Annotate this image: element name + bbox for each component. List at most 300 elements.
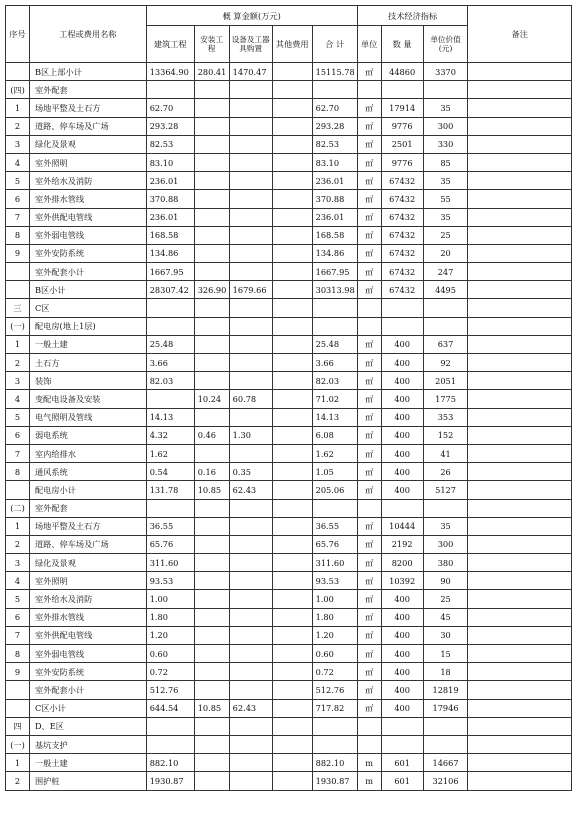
name-cell: 道路、停车场及广场 xyxy=(29,535,146,553)
total-cell xyxy=(312,317,357,335)
total-cell: 82.03 xyxy=(312,372,357,390)
construction-cell: 370.88 xyxy=(146,190,194,208)
remark-cell xyxy=(468,517,572,535)
unit-value-cell: 637 xyxy=(423,335,468,353)
quantity-cell: 400 xyxy=(381,645,423,663)
construction-cell: 36.55 xyxy=(146,517,194,535)
seq-cell xyxy=(6,63,30,81)
table-row xyxy=(6,481,572,499)
equipment-cell xyxy=(229,354,272,372)
total-cell: 236.01 xyxy=(312,208,357,226)
quantity-cell: 17914 xyxy=(381,99,423,117)
table-row xyxy=(6,226,572,244)
construction-cell: 1.80 xyxy=(146,608,194,626)
table-row xyxy=(6,190,572,208)
other-cell xyxy=(272,608,312,626)
other-cell xyxy=(272,499,312,517)
total-cell: 82.53 xyxy=(312,135,357,153)
unit-cell: m xyxy=(357,754,381,772)
unit-cell: ㎡ xyxy=(357,190,381,208)
other-cell xyxy=(272,172,312,190)
remark-cell xyxy=(468,681,572,699)
construction-cell: 1.62 xyxy=(146,444,194,462)
remark-cell xyxy=(468,335,572,353)
unit-value-cell: 300 xyxy=(423,535,468,553)
seq-cell: 3 xyxy=(6,372,30,390)
total-cell: 370.88 xyxy=(312,190,357,208)
install-cell xyxy=(194,754,229,772)
construction-cell: 882.10 xyxy=(146,754,194,772)
install-cell xyxy=(194,608,229,626)
equipment-cell: 1.30 xyxy=(229,426,272,444)
other-cell xyxy=(272,354,312,372)
table-row xyxy=(6,317,572,335)
seq-cell: (一) xyxy=(6,317,30,335)
name-cell: 一般土建 xyxy=(29,335,146,353)
construction-cell: 4.32 xyxy=(146,426,194,444)
install-cell: 280.41 xyxy=(194,63,229,81)
equipment-cell xyxy=(229,681,272,699)
seq-cell: 7 xyxy=(6,444,30,462)
construction-cell: 28307.42 xyxy=(146,281,194,299)
remark-cell xyxy=(468,717,572,735)
total-cell: 205.06 xyxy=(312,481,357,499)
total-cell: 882.10 xyxy=(312,754,357,772)
seq-cell: 3 xyxy=(6,135,30,153)
other-cell xyxy=(272,735,312,753)
unit-value-cell: 380 xyxy=(423,554,468,572)
total-cell: 30313.98 xyxy=(312,281,357,299)
table-row xyxy=(6,663,572,681)
quantity-cell: 44860 xyxy=(381,63,423,81)
total-cell: 3.66 xyxy=(312,354,357,372)
name-cell: 电气照明及管线 xyxy=(29,408,146,426)
quantity-cell: 400 xyxy=(381,681,423,699)
install-cell xyxy=(194,263,229,281)
equipment-cell xyxy=(229,172,272,190)
equipment-cell xyxy=(229,81,272,99)
header-unit: 单位 xyxy=(357,26,381,63)
other-cell xyxy=(272,390,312,408)
construction-cell: 3.66 xyxy=(146,354,194,372)
quantity-cell: 400 xyxy=(381,335,423,353)
remark-cell xyxy=(468,208,572,226)
total-cell xyxy=(312,735,357,753)
install-cell xyxy=(194,335,229,353)
remark-cell xyxy=(468,444,572,462)
quantity-cell: 8200 xyxy=(381,554,423,572)
other-cell xyxy=(272,426,312,444)
unit-cell: ㎡ xyxy=(357,335,381,353)
quantity-cell: 400 xyxy=(381,590,423,608)
header-tech-group: 技术经济指标 xyxy=(357,6,468,26)
table-row xyxy=(6,645,572,663)
construction-cell: 293.28 xyxy=(146,117,194,135)
unit-cell: ㎡ xyxy=(357,444,381,462)
seq-cell: 7 xyxy=(6,208,30,226)
other-cell xyxy=(272,626,312,644)
unit-value-cell: 152 xyxy=(423,426,468,444)
construction-cell: 311.60 xyxy=(146,554,194,572)
unit-cell xyxy=(357,717,381,735)
name-cell: 室外排水管线 xyxy=(29,190,146,208)
header-construction: 建筑工程 xyxy=(146,26,194,63)
install-cell xyxy=(194,135,229,153)
table-row xyxy=(6,372,572,390)
unit-value-cell xyxy=(423,81,468,99)
seq-cell: 6 xyxy=(6,426,30,444)
table-row xyxy=(6,281,572,299)
remark-cell xyxy=(468,499,572,517)
name-cell: 一般土建 xyxy=(29,754,146,772)
name-cell: 室外供配电管线 xyxy=(29,626,146,644)
other-cell xyxy=(272,554,312,572)
header-total: 合 计 xyxy=(312,26,357,63)
total-cell: 1.00 xyxy=(312,590,357,608)
name-cell: 室外供配电管线 xyxy=(29,208,146,226)
other-cell xyxy=(272,117,312,135)
other-cell xyxy=(272,317,312,335)
other-cell xyxy=(272,281,312,299)
install-cell: 10.85 xyxy=(194,481,229,499)
unit-cell: ㎡ xyxy=(357,263,381,281)
quantity-cell: 9776 xyxy=(381,153,423,171)
unit-cell: ㎡ xyxy=(357,281,381,299)
unit-value-cell: 30 xyxy=(423,626,468,644)
remark-cell xyxy=(468,263,572,281)
seq-cell: (二) xyxy=(6,499,30,517)
unit-cell: ㎡ xyxy=(357,535,381,553)
construction-cell: 0.72 xyxy=(146,663,194,681)
other-cell xyxy=(272,372,312,390)
quantity-cell xyxy=(381,299,423,317)
other-cell xyxy=(272,244,312,262)
unit-value-cell: 35 xyxy=(423,99,468,117)
table-row xyxy=(6,390,572,408)
construction-cell: 65.76 xyxy=(146,535,194,553)
construction-cell xyxy=(146,317,194,335)
unit-value-cell xyxy=(423,299,468,317)
unit-cell xyxy=(357,499,381,517)
other-cell xyxy=(272,99,312,117)
construction-cell: 0.54 xyxy=(146,463,194,481)
other-cell xyxy=(272,463,312,481)
unit-cell: ㎡ xyxy=(357,572,381,590)
equipment-cell xyxy=(229,117,272,135)
unit-value-cell: 14667 xyxy=(423,754,468,772)
unit-cell: ㎡ xyxy=(357,699,381,717)
unit-cell xyxy=(357,81,381,99)
remark-cell xyxy=(468,390,572,408)
estimate-table xyxy=(5,5,572,791)
total-cell: 0.60 xyxy=(312,645,357,663)
unit-cell: ㎡ xyxy=(357,372,381,390)
total-cell: 293.28 xyxy=(312,117,357,135)
remark-cell xyxy=(468,535,572,553)
name-cell: C区 xyxy=(29,299,146,317)
table-row xyxy=(6,81,572,99)
table-row xyxy=(6,208,572,226)
seq-cell: 9 xyxy=(6,663,30,681)
install-cell xyxy=(194,735,229,753)
total-cell: 25.48 xyxy=(312,335,357,353)
table-row xyxy=(6,554,572,572)
unit-value-cell xyxy=(423,317,468,335)
equipment-cell xyxy=(229,444,272,462)
header-equipment: 设备及工器具购置 xyxy=(229,26,272,63)
equipment-cell xyxy=(229,226,272,244)
unit-value-cell: 18 xyxy=(423,663,468,681)
construction-cell xyxy=(146,717,194,735)
quantity-cell: 400 xyxy=(381,463,423,481)
name-cell: 室外安防系统 xyxy=(29,663,146,681)
total-cell: 15115.78 xyxy=(312,63,357,81)
unit-value-cell: 45 xyxy=(423,608,468,626)
other-cell xyxy=(272,681,312,699)
header-name: 工程或费用名称 xyxy=(29,6,146,63)
table-row xyxy=(6,772,572,790)
total-cell: 236.01 xyxy=(312,172,357,190)
header-other: 其他费用 xyxy=(272,26,312,63)
name-cell: 通风系统 xyxy=(29,463,146,481)
seq-cell: 三 xyxy=(6,299,30,317)
table-row xyxy=(6,63,572,81)
construction-cell: 0.60 xyxy=(146,645,194,663)
unit-cell: ㎡ xyxy=(357,608,381,626)
quantity-cell: 67432 xyxy=(381,208,423,226)
seq-cell: 8 xyxy=(6,463,30,481)
unit-value-cell: 17946 xyxy=(423,699,468,717)
table-row xyxy=(6,426,572,444)
unit-cell: ㎡ xyxy=(357,663,381,681)
seq-cell: 9 xyxy=(6,244,30,262)
name-cell: 土石方 xyxy=(29,354,146,372)
seq-cell: 2 xyxy=(6,535,30,553)
equipment-cell xyxy=(229,535,272,553)
construction-cell: 168.58 xyxy=(146,226,194,244)
seq-cell xyxy=(6,481,30,499)
install-cell xyxy=(194,244,229,262)
unit-value-cell: 92 xyxy=(423,354,468,372)
unit-value-cell: 55 xyxy=(423,190,468,208)
seq-cell: 6 xyxy=(6,190,30,208)
install-cell xyxy=(194,681,229,699)
construction-cell: 236.01 xyxy=(146,208,194,226)
table-row xyxy=(6,299,572,317)
install-cell xyxy=(194,717,229,735)
install-cell xyxy=(194,99,229,117)
install-cell xyxy=(194,535,229,553)
seq-cell xyxy=(6,681,30,699)
unit-value-cell: 32106 xyxy=(423,772,468,790)
construction-cell: 13364.90 xyxy=(146,63,194,81)
table-row xyxy=(6,626,572,644)
seq-cell: 1 xyxy=(6,754,30,772)
seq-cell: (一) xyxy=(6,735,30,753)
quantity-cell: 400 xyxy=(381,626,423,644)
unit-value-cell: 90 xyxy=(423,572,468,590)
remark-cell xyxy=(468,354,572,372)
install-cell xyxy=(194,117,229,135)
quantity-cell: 400 xyxy=(381,663,423,681)
install-cell xyxy=(194,590,229,608)
unit-cell: ㎡ xyxy=(357,63,381,81)
install-cell xyxy=(194,208,229,226)
name-cell: 室外照明 xyxy=(29,572,146,590)
construction-cell: 62.70 xyxy=(146,99,194,117)
name-cell: 室外配套小计 xyxy=(29,681,146,699)
total-cell: 71.02 xyxy=(312,390,357,408)
quantity-cell: 400 xyxy=(381,481,423,499)
table-row xyxy=(6,754,572,772)
unit-cell: ㎡ xyxy=(357,426,381,444)
unit-cell: m xyxy=(357,772,381,790)
total-cell: 311.60 xyxy=(312,554,357,572)
install-cell: 0.16 xyxy=(194,463,229,481)
name-cell: D、E区 xyxy=(29,717,146,735)
unit-value-cell: 2051 xyxy=(423,372,468,390)
install-cell xyxy=(194,626,229,644)
quantity-cell: 10392 xyxy=(381,572,423,590)
remark-cell xyxy=(468,554,572,572)
table-row xyxy=(6,244,572,262)
table-row xyxy=(6,99,572,117)
header-unit-value: 单位价值(元) xyxy=(423,26,468,63)
equipment-cell: 62.43 xyxy=(229,481,272,499)
quantity-cell xyxy=(381,499,423,517)
unit-cell: ㎡ xyxy=(357,626,381,644)
quantity-cell: 400 xyxy=(381,390,423,408)
install-cell xyxy=(194,153,229,171)
equipment-cell xyxy=(229,499,272,517)
total-cell: 93.53 xyxy=(312,572,357,590)
unit-cell: ㎡ xyxy=(357,481,381,499)
quantity-cell: 400 xyxy=(381,372,423,390)
quantity-cell: 67432 xyxy=(381,226,423,244)
construction-cell: 1930.87 xyxy=(146,772,194,790)
quantity-cell xyxy=(381,81,423,99)
seq-cell xyxy=(6,699,30,717)
unit-cell: ㎡ xyxy=(357,354,381,372)
name-cell: 室外给水及消防 xyxy=(29,172,146,190)
unit-cell xyxy=(357,299,381,317)
table-body xyxy=(6,63,572,791)
seq-cell: 7 xyxy=(6,626,30,644)
total-cell: 1.80 xyxy=(312,608,357,626)
remark-cell xyxy=(468,572,572,590)
unit-value-cell: 3370 xyxy=(423,63,468,81)
quantity-cell: 67432 xyxy=(381,244,423,262)
unit-value-cell: 5127 xyxy=(423,481,468,499)
other-cell xyxy=(272,226,312,244)
unit-value-cell: 41 xyxy=(423,444,468,462)
quantity-cell: 400 xyxy=(381,444,423,462)
table-row xyxy=(6,354,572,372)
header-install: 安装工程 xyxy=(194,26,229,63)
remark-cell xyxy=(468,244,572,262)
quantity-cell: 400 xyxy=(381,608,423,626)
unit-cell: ㎡ xyxy=(357,645,381,663)
table-row xyxy=(6,172,572,190)
equipment-cell xyxy=(229,99,272,117)
total-cell xyxy=(312,299,357,317)
construction-cell: 82.03 xyxy=(146,372,194,390)
unit-value-cell: 4495 xyxy=(423,281,468,299)
seq-cell: 4 xyxy=(6,572,30,590)
equipment-cell xyxy=(229,372,272,390)
unit-value-cell: 25 xyxy=(423,590,468,608)
name-cell: 室内给排水 xyxy=(29,444,146,462)
table-row xyxy=(6,463,572,481)
install-cell xyxy=(194,81,229,99)
other-cell xyxy=(272,135,312,153)
total-cell: 1667.95 xyxy=(312,263,357,281)
header-quantity: 数 量 xyxy=(381,26,423,63)
remark-cell xyxy=(468,190,572,208)
equipment-cell: 0.35 xyxy=(229,463,272,481)
total-cell: 0.72 xyxy=(312,663,357,681)
install-cell xyxy=(194,172,229,190)
unit-cell: ㎡ xyxy=(357,172,381,190)
name-cell: 室外照明 xyxy=(29,153,146,171)
name-cell: 室外安防系统 xyxy=(29,244,146,262)
remark-cell xyxy=(468,463,572,481)
name-cell: 变配电设备及安装 xyxy=(29,390,146,408)
unit-cell: ㎡ xyxy=(357,117,381,135)
install-cell xyxy=(194,190,229,208)
construction-cell xyxy=(146,81,194,99)
table-row xyxy=(6,590,572,608)
quantity-cell: 400 xyxy=(381,699,423,717)
equipment-cell xyxy=(229,754,272,772)
construction-cell xyxy=(146,499,194,517)
total-cell: 717.82 xyxy=(312,699,357,717)
seq-cell: 四 xyxy=(6,717,30,735)
equipment-cell xyxy=(229,208,272,226)
table-row xyxy=(6,735,572,753)
name-cell: 场地平整及土石方 xyxy=(29,99,146,117)
other-cell xyxy=(272,408,312,426)
install-cell xyxy=(194,645,229,663)
unit-value-cell: 1775 xyxy=(423,390,468,408)
table-row xyxy=(6,699,572,717)
header-seq: 序号 xyxy=(6,6,30,63)
seq-cell: 5 xyxy=(6,172,30,190)
install-cell xyxy=(194,772,229,790)
table-row xyxy=(6,517,572,535)
unit-value-cell xyxy=(423,735,468,753)
table-row xyxy=(6,499,572,517)
equipment-cell xyxy=(229,735,272,753)
other-cell xyxy=(272,590,312,608)
other-cell xyxy=(272,208,312,226)
seq-cell: (四) xyxy=(6,81,30,99)
remark-cell xyxy=(468,626,572,644)
install-cell xyxy=(194,663,229,681)
construction-cell: 93.53 xyxy=(146,572,194,590)
remark-cell xyxy=(468,754,572,772)
equipment-cell xyxy=(229,408,272,426)
unit-cell: ㎡ xyxy=(357,390,381,408)
remark-cell xyxy=(468,608,572,626)
name-cell: 弱电系统 xyxy=(29,426,146,444)
construction-cell xyxy=(146,299,194,317)
unit-cell: ㎡ xyxy=(357,244,381,262)
install-cell xyxy=(194,517,229,535)
unit-cell xyxy=(357,317,381,335)
table-row xyxy=(6,608,572,626)
unit-value-cell: 85 xyxy=(423,153,468,171)
